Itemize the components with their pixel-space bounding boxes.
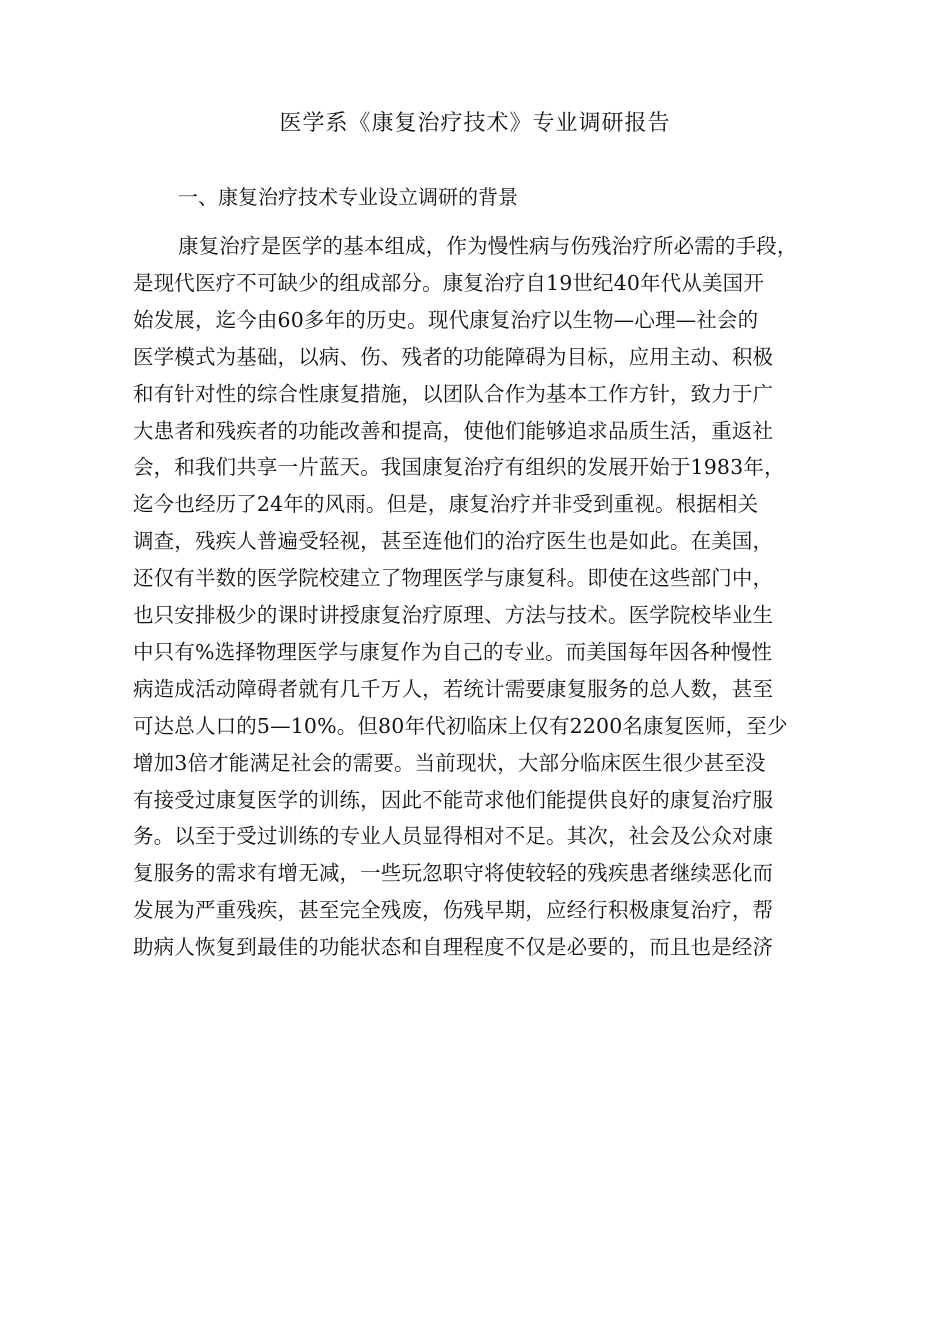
paragraph-line: 也只安排极少的课时讲授康复治疗原理、方法与技术。医学院校毕业生 bbox=[133, 603, 774, 627]
paragraph-line: 医学模式为基础，以病、伤、残者的功能障碍为目标，应用主动、积极 bbox=[133, 344, 774, 369]
paragraph-line: 还仅有半数的医学院校建立了物理医学与康复科。即使在这些部门中， bbox=[133, 566, 774, 591]
paragraph-line: 复服务的需求有增无减，一些玩忽职守将使较轻的残疾患者继续恶化而 bbox=[133, 861, 774, 886]
paragraph-line: 增加3倍才能满足社会的需要。当前现状，大部分临床医生很少甚至没 bbox=[133, 750, 766, 775]
document-title: 医学系《康复治疗技术》专业调研报告 bbox=[279, 111, 671, 136]
paragraph-line: 会，和我们共享一片蓝天。我国康复治疗有组织的发展开始于1983年， bbox=[133, 455, 785, 480]
paragraph-line: 始发展，迄今由60多年的历史。现代康复治疗以生物—心理—社会的 bbox=[133, 307, 759, 332]
paragraph-line: 调查，残疾人普遍受轻视，甚至连他们的治疗医生也是如此。在美国， bbox=[133, 529, 774, 554]
paragraph-line: 迄今也经历了24年的风雨。但是，康复治疗并非受到重视。根据相关 bbox=[133, 492, 759, 517]
paragraph-line: 可达总人口的5—10%。但80年代初临床上仅有2200名康复医师，至少 bbox=[133, 713, 788, 738]
paragraph-line: 和有针对性的综合性康复措施，以团队合作为基本工作方针，致力于广 bbox=[133, 381, 774, 406]
paragraph-line: 发展为严重残疾，甚至完全残废，伤残早期，应经行积极康复治疗，帮 bbox=[133, 898, 774, 923]
paragraph-line: 中只有%选择物理医学与康复作为自己的专业。而美国每年因各种慢性 bbox=[133, 639, 773, 664]
section-heading: 一、康复治疗技术专业设立调研的背景 bbox=[178, 185, 518, 209]
paragraph-line: 病造成活动障碍者就有几千万人，若统计需要康复服务的总人数，甚至 bbox=[133, 676, 774, 701]
paragraph-line: 务。以至于受过训练的专业人员显得相对不足。其次，社会及公众对康 bbox=[133, 824, 774, 849]
paragraph-line: 是现代医疗不可缺少的组成部分。康复治疗自19世纪40年代从美国开 bbox=[133, 270, 764, 295]
paragraph-line: 助病人恢复到最佳的功能状态和自理程度不仅是必要的，而且也是经济 bbox=[133, 935, 774, 960]
paragraph-line: 康复治疗是医学的基本组成，作为慢性病与伤残治疗所必需的手段， bbox=[178, 234, 798, 258]
paragraph-line: 大患者和残疾者的功能改善和提高，使他们能够追求品质生活，重返社 bbox=[133, 418, 774, 443]
paragraph-line: 有接受过康复医学的训练，因此不能苛求他们能提供良好的康复治疗服 bbox=[133, 787, 774, 812]
